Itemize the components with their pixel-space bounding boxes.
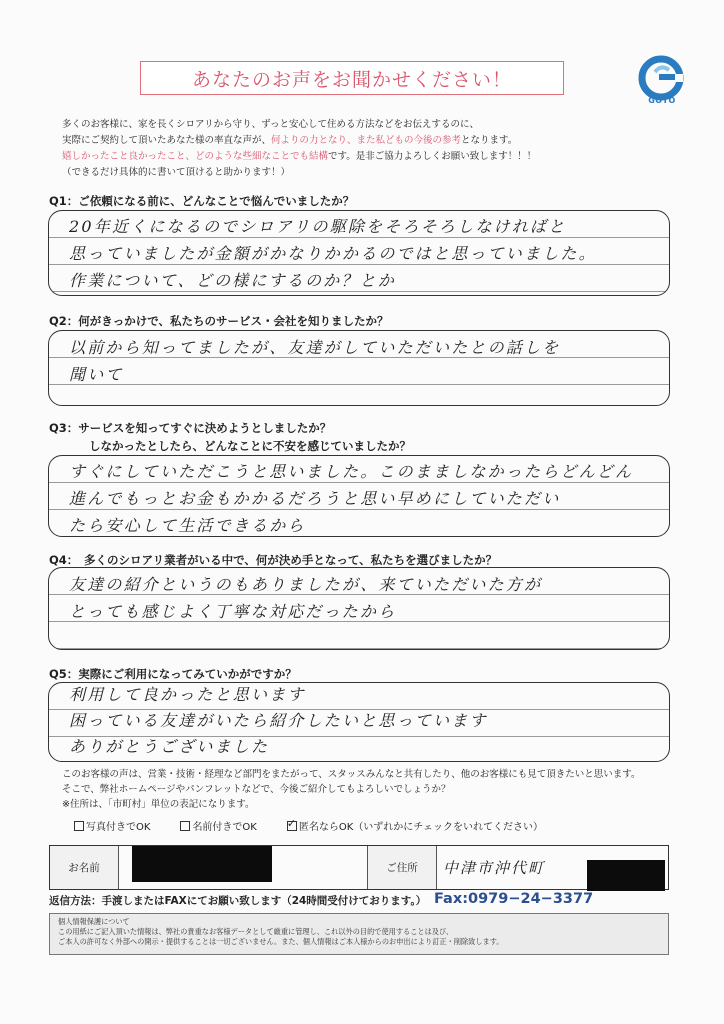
answer-box-2 bbox=[48, 330, 670, 406]
answer-3-text bbox=[69, 458, 661, 537]
question-2: Q2：何がきっかけで、私たちのサービス・会社を知りましたか？ bbox=[49, 314, 389, 328]
question-3-sub: しなかったとしたら、どんなことに不安を感じていましたか？ bbox=[89, 439, 411, 453]
answer-line: 以前から知ってましたが、友達がしていただいたとの話しを bbox=[69, 338, 561, 357]
consent-label: 匿名ならOK bbox=[298, 822, 354, 833]
name-field[interactable] bbox=[119, 846, 368, 889]
consent-label: 名前付きでOK bbox=[192, 822, 257, 833]
answer-line: すぐにしていただこうと思いました。このまましなかったらどんどん bbox=[69, 462, 634, 481]
intro-text: です。是非ご協力よろしくお願い致します！！！ bbox=[328, 151, 537, 162]
customer-info-table bbox=[49, 845, 669, 890]
fax-number: Fax:0979−24−3377 bbox=[434, 891, 594, 907]
answer-line: 思っていましたが金額がかなりかかるのではと思っていました。 bbox=[69, 244, 597, 263]
answer-box-4 bbox=[48, 567, 670, 650]
return-method: 返信方法：手渡しまたはFAXにてお願い致します（24時間受付けております。） bbox=[49, 895, 427, 907]
answer-line: 作業について、どの様にするのか？とか bbox=[69, 271, 396, 290]
consent-anonymous[interactable] bbox=[287, 818, 543, 833]
footer-line-1: このお客様の声は、営業・技術・経理など部門をまたがって、スタッスみんなと共有したり、他のお客様にも見て頂きたいと思います。 bbox=[62, 769, 641, 780]
answer-line: ありがとうございました bbox=[69, 737, 270, 756]
consent-name[interactable] bbox=[180, 818, 256, 833]
question-3: Q3：サービスを知ってすぐに決めようとしましたか？ bbox=[49, 421, 332, 435]
intro-highlight: 何よりの力となり、また私どもの今後の参考 bbox=[271, 135, 462, 146]
question-5: Q5：実際にご利用になってみていかがですか？ bbox=[49, 667, 297, 681]
question-1: Q1：ご依頼になる前に、どんなことで悩んでいましたか？ bbox=[49, 194, 355, 208]
privacy-line: この用紙にご記入頂いた情報は、弊社の貴重なお客様データとして厳重に管理し、これ以外の目的で使用することは及び、 bbox=[58, 927, 454, 936]
name-redaction bbox=[132, 846, 272, 882]
question-4: Q4： 多くのシロアリ業者がいる中で、何が決め手となって、私たちを選びましたか？ bbox=[49, 553, 498, 567]
footer-line-3: ※住所は、「市町村」単位の表記になります。 bbox=[62, 799, 255, 810]
answer-2-text bbox=[69, 334, 661, 388]
logo-text: GOTO bbox=[648, 96, 676, 105]
address-value: 中津市沖代町 bbox=[443, 859, 546, 877]
intro-line-1: 多くのお客様に、家を長くシロアリから守り、ずっと安心して住める方法などをお伝えするのに、 bbox=[62, 119, 480, 130]
page-title: あなたのお声をお聞かせください！ bbox=[140, 61, 564, 95]
answer-line: 進んでもっとお金もかかるだろうと思い早めにしていただい bbox=[69, 489, 561, 508]
checkbox-photo[interactable] bbox=[74, 821, 84, 831]
answer-1-text bbox=[69, 213, 661, 294]
answer-line: 20年近くになるのでシロアリの駆除をそろそろしなければと bbox=[69, 217, 567, 236]
address-redaction bbox=[587, 860, 665, 891]
privacy-line: ご本人の許可なく外部への開示・提供することは一切ございません。また、個人情報はご本人様からのお申出により訂正・削除致します。 bbox=[58, 937, 504, 946]
consent-label: 写真付きでOK bbox=[86, 822, 151, 833]
intro-text: 実際にご契約して頂いたあなた様の率直な声が、 bbox=[62, 135, 272, 146]
answer-box-1 bbox=[48, 210, 670, 296]
checkbox-name[interactable] bbox=[180, 821, 190, 831]
consent-options bbox=[74, 818, 543, 833]
answer-line: 友達の紹介というのもありましたが、来ていただいた方が bbox=[69, 575, 543, 594]
intro-text: となります。 bbox=[461, 135, 518, 146]
privacy-notice bbox=[49, 913, 669, 955]
address-field[interactable] bbox=[437, 846, 668, 889]
intro-line-2 bbox=[62, 133, 517, 149]
privacy-title: 個人情報保護について bbox=[58, 917, 130, 926]
answer-line: たら安心して生活できるから bbox=[69, 516, 306, 535]
footer-line-2: そこで、弊社ホームページやパンフレットなどで、今後ご紹介してもよろしいでしょうか？ bbox=[62, 784, 451, 795]
answer-line: 聞いて bbox=[69, 365, 124, 384]
answer-4-text bbox=[69, 571, 661, 625]
answer-line: 困っている友達がいたら紹介したいと思っています bbox=[69, 711, 488, 730]
answer-box-5 bbox=[48, 682, 670, 762]
consent-note: （いずれかにチェックをいれてください） bbox=[353, 822, 544, 833]
answer-box-3 bbox=[48, 455, 670, 537]
intro-highlight: 嬉しかったこと良かったこと、どのような些細なことでも結構 bbox=[62, 151, 329, 162]
address-label: ご住所 bbox=[368, 846, 437, 889]
answer-5-text bbox=[69, 682, 661, 760]
intro-line-4: （できるだけ具体的に書いて頂けると助かります！） bbox=[62, 167, 291, 178]
intro-line-3 bbox=[62, 149, 536, 165]
checkbox-anonymous[interactable] bbox=[287, 821, 297, 831]
answer-line: とっても感じよく丁寧な対応だったから bbox=[69, 602, 397, 621]
consent-photo[interactable] bbox=[74, 818, 150, 833]
answer-line: 利用して良かったと思います bbox=[69, 685, 306, 704]
name-label: お名前 bbox=[50, 846, 119, 889]
